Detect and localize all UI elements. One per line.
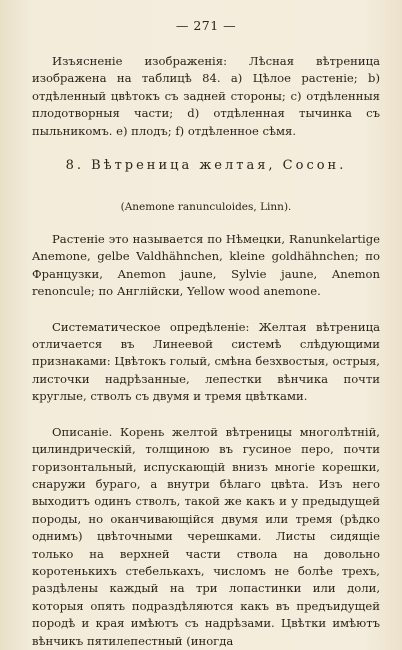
page-number: — 271 — (175, 18, 237, 33)
description-paragraph: Описаніе. Корень желтой вѣтреницы многолѣтній, цилиндрическій, толщиною въ гусиное перо, почти горизонтальный, испускающій внизъ многіе корешки, снаружи бураго, а внутри бѣлаго цвѣта. Изъ него выходитъ одинъ стволъ, такой же какъ и у предыдущей породы, но оканчивающійся двумя или тремя (рѣдко однимъ) цвѣточными черешками. Листы сидящіе только на верхней части ствола на довольно коротенькихъ стебелькахъ, числомъ не болѣе трехъ, раздѣлены каждый на три лопастинки или доли, которыя опять подраздѣляются какъ въ предъидущей породѣ и края имѣютъ съ надрѣзами. Цвѣтки имѣютъ вѣнчикъ пятилепестный (иногда (32, 424, 380, 648)
latin-name: (Anemone ranunculoides, Linn). (120, 201, 292, 214)
systematic-definition-paragraph: Систематическое опредѣленіе: Желтая вѣтреница отличается въ Линеевой системѣ слѣдующими признаками: Цвѣтокъ голый, смѣна безхвостыя, острыя, листочки надрѣзанные, лепестки вѣнчика почти круглые, стволъ съ двумя и тремя цвѣтками. (32, 319, 380, 404)
names-paragraph: Растеніе это называется по Нѣмецки, Ranunkelartige Anemone, gelbe Valdhähnchen, kleine goldhähnchen; по Французки, Anemon jaune, Sylvie jaune, Anemon renoncule; по Англійски, Yellow wood anemone. (32, 232, 380, 299)
section-title: 8. Вѣтреница желтая, Сосон. (65, 158, 347, 174)
figure-explanation-paragraph: Изъясненіе изображенія: Лѣсная вѣтреница изображена на таблицѣ 84. a) Цѣлое растеніе; b) отдѣленный цвѣтокъ съ задней стороны; c) отдѣленныя плодотворныя части; d) отдѣленная тычинка съ пыльникомъ. e) плодъ; f) отдѣленное сѣмя. (32, 54, 380, 138)
